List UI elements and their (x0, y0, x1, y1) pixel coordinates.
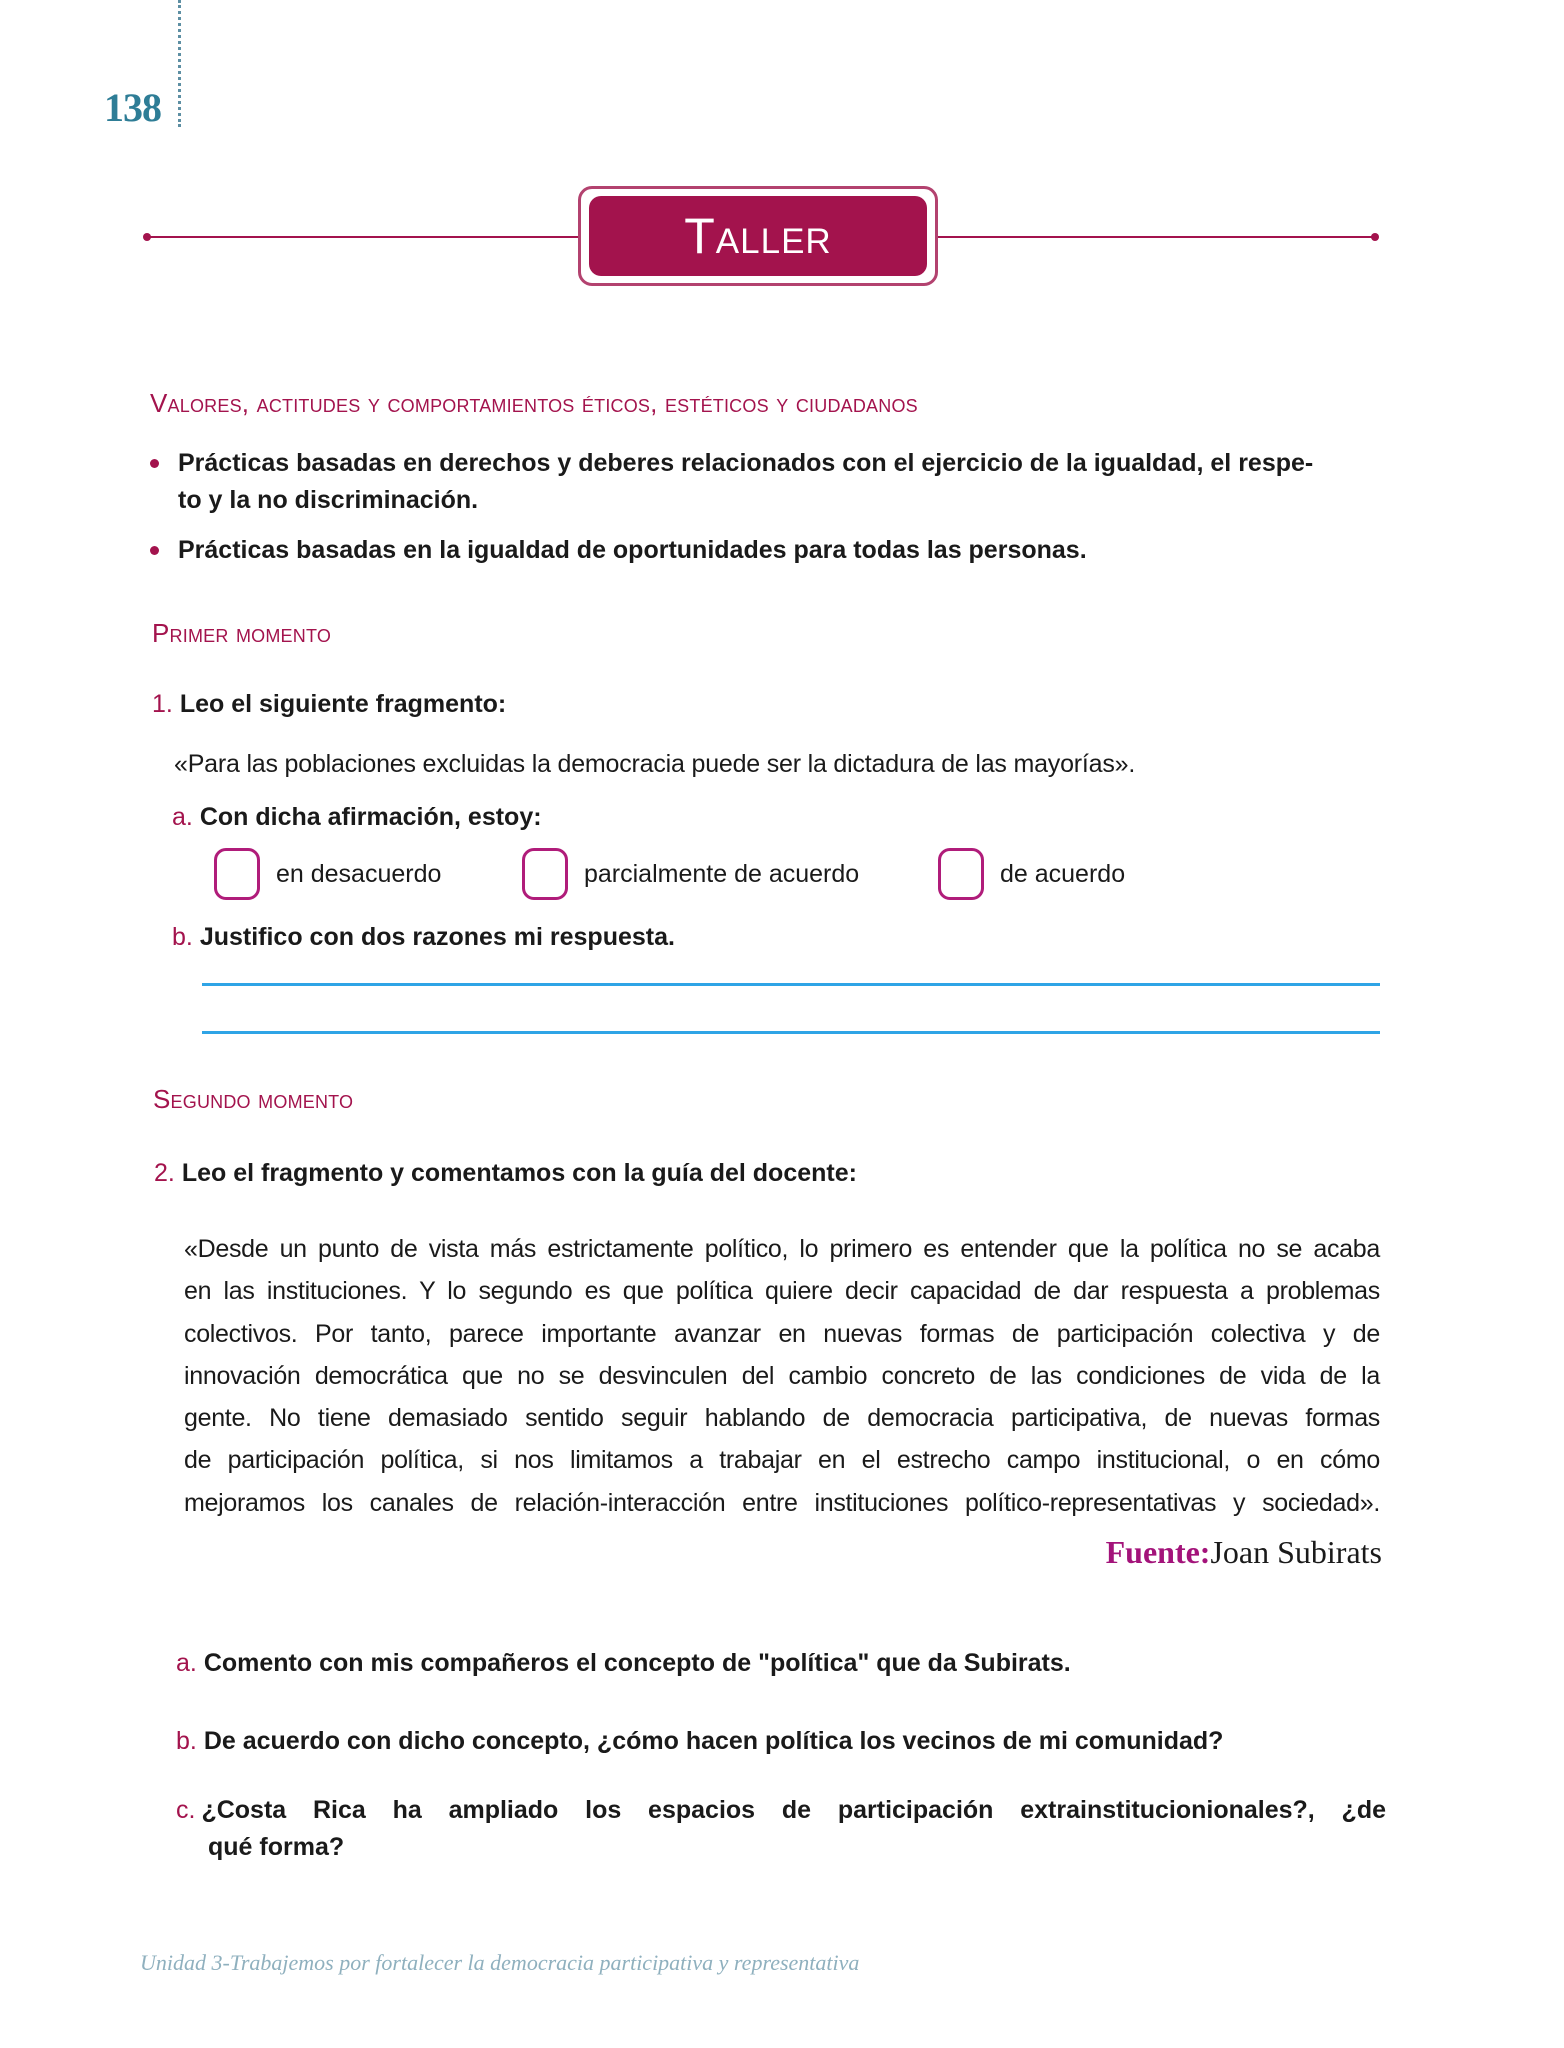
paragraph-line: innovación democrática que no se desvinculen del cambio concreto de las condiciones de vida de la (184, 1361, 1380, 1390)
answer-line-1[interactable] (202, 983, 1380, 986)
question-2b (176, 1723, 1223, 1760)
sub-text: Comento con mis compañeros el concepto de "política" que da Subirats. (203, 1649, 1071, 1677)
sub-text: ¿Costa Rica ha ampliado los espacios de participación extrainstitucionionales?, ¿de (201, 1796, 1386, 1824)
footer-unit-title: Unidad 3-Trabajemos por fortalecer la democracia participativa y representativa (140, 1950, 860, 1975)
sub-letter: a. (176, 1649, 197, 1677)
bullet-icon (150, 459, 159, 468)
quote-fragment: «Para las poblaciones excluidas la democracia puede ser la dictadura de las mayorías». (174, 750, 1136, 778)
question-1b (172, 919, 675, 956)
question-2c (176, 1792, 1386, 1866)
sub-text-continuation: qué forma? (208, 1833, 345, 1861)
page-number: 138 (104, 85, 161, 130)
option-parcialmente-de-acuerdo[interactable] (522, 848, 859, 900)
checkbox[interactable] (214, 848, 260, 900)
header-line-left (147, 236, 579, 238)
option-label: en desacuerdo (276, 859, 442, 888)
bullet-item (150, 532, 1382, 569)
answer-line-2[interactable] (202, 1031, 1380, 1034)
segundo-momento-heading: Segundo momento (153, 1084, 354, 1114)
quote-paragraph (184, 1228, 1380, 1524)
sub-letter: c. (176, 1796, 196, 1824)
question-2 (154, 1155, 857, 1192)
question-2a (176, 1645, 1071, 1682)
primer-momento-heading: Primer momento (152, 618, 332, 648)
paragraph-line: en las instituciones. Y lo segundo es que política quiere decir capacidad de dar respuesta a problemas (184, 1277, 1380, 1306)
checkbox[interactable] (938, 848, 984, 900)
dotted-margin-rule (178, 0, 181, 127)
question-text: Leo el siguiente fragmento: (179, 690, 507, 718)
sub-text: Con dicha afirmación, estoy: (199, 803, 542, 831)
option-en-desacuerdo[interactable] (214, 848, 441, 900)
sub-letter: b. (172, 923, 193, 951)
question-number: 1. (152, 690, 173, 718)
question-number: 2. (154, 1159, 175, 1187)
paragraph-line: de participación política, si nos limitamos a trabajar en el estrecho campo institucional, o en cómo (184, 1446, 1380, 1475)
source-citation (1106, 1534, 1382, 1571)
paragraph-line: colectivos. Por tanto, parece importante avanzar en nuevas formas de participación colectiva y de (184, 1319, 1380, 1348)
sub-text: De acuerdo con dicho concepto, ¿cómo hacen política los vecinos de mi comunidad? (203, 1727, 1224, 1755)
values-heading: Valores, actitudes y comportamientos éticos, estéticos y ciudadanos (150, 388, 918, 418)
question-text: Leo el fragmento y comentamos con la guía del docente: (181, 1159, 857, 1187)
sub-text: Justifico con dos razones mi respuesta. (199, 923, 675, 951)
option-label: de acuerdo (1000, 859, 1126, 888)
page-title-text: Taller (684, 208, 832, 264)
paragraph-line: mejoramos los canales de relación-interacción entre instituciones político-representativas y sociedad». (184, 1488, 1380, 1517)
paragraph-line: gente. No tiene demasiado sentido seguir hablando de democracia participativa, de nuevas formas (184, 1404, 1380, 1433)
bullet-text-line: to y la no discriminación. (178, 486, 479, 514)
bullet-icon (150, 546, 159, 555)
sub-letter: b. (176, 1727, 197, 1755)
option-label: parcialmente de acuerdo (584, 859, 860, 888)
header-line-right-dot (1371, 233, 1379, 241)
option-de-acuerdo[interactable] (938, 848, 1125, 900)
question-1a (172, 799, 542, 836)
checkbox[interactable] (522, 848, 568, 900)
page-title (589, 196, 927, 276)
bullet-item (150, 445, 1382, 519)
paragraph-line: «Desde un punto de vista más estrictamente político, lo primero es entender que la política no se acaba (184, 1235, 1380, 1263)
header-line-right (937, 236, 1375, 238)
source-author: Joan Subirats (1210, 1534, 1382, 1570)
bullet-text-line: Prácticas basadas en derechos y deberes relacionados con el ejercicio de la igualdad, el respe- (178, 449, 1314, 477)
bullet-text-line: Prácticas basadas en la igualdad de oportunidades para todas las personas. (178, 536, 1087, 564)
sub-letter: a. (172, 803, 193, 831)
source-label: Fuente: (1105, 1534, 1211, 1570)
question-1 (152, 686, 506, 723)
